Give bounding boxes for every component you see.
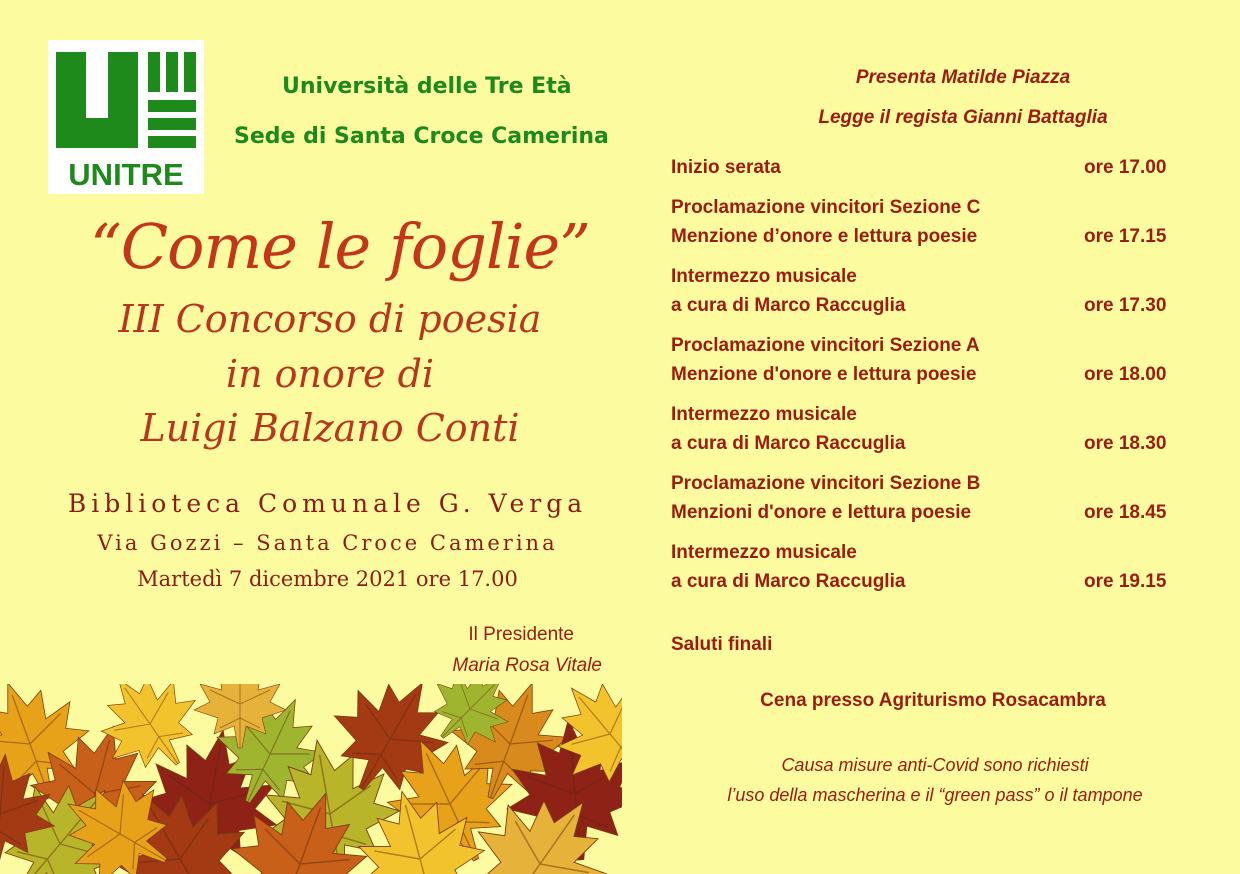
program-item — [671, 469, 1191, 527]
program-item-line: Intermezzo musicale — [671, 266, 857, 287]
event-subtitle-line: III Concorso di poesia — [118, 297, 542, 341]
program-item-time: ore 19.15 — [1084, 571, 1167, 592]
program-item-line: Intermezzo musicale — [671, 404, 857, 425]
program-item-line: Menzioni d'onore e lettura poesie — [671, 502, 972, 523]
host-reader: Legge il regista Gianni Battaglia — [818, 107, 1108, 128]
program-item-time: ore 17.00 — [1084, 157, 1167, 178]
logo-u-shape — [56, 52, 138, 148]
program-item — [671, 262, 1191, 320]
logo-stripe — [148, 118, 196, 130]
unitre-logo — [48, 40, 204, 194]
program-item-line: a cura di Marco Raccuglia — [671, 571, 906, 592]
host-presenter: Presenta Matilde Piazza — [855, 67, 1071, 88]
program-item-line: Menzione d’onore e lettura poesie — [671, 226, 978, 247]
event-subtitle-line: Luigi Balzano Conti — [140, 406, 520, 450]
program-schedule — [671, 153, 1191, 607]
program-item-line: a cura di Marco Raccuglia — [671, 433, 906, 454]
organization-name: Università delle Tre Età — [282, 74, 572, 99]
dinner-info: Cena presso Agriturismo Rosacambra — [760, 690, 1106, 711]
logo-stripe — [148, 136, 196, 148]
program-item-line: Menzione d'onore e lettura poesie — [671, 364, 977, 385]
president-title: Il Presidente — [468, 624, 574, 645]
closing-greetings: Saluti finali — [671, 634, 773, 655]
organization-branch: Sede di Santa Croce Camerina — [234, 124, 609, 149]
president-name: Maria Rosa Vitale — [452, 655, 602, 676]
venue-name: Biblioteca Comunale G. Verga — [67, 489, 588, 518]
logo-stripe — [148, 100, 196, 112]
logo-bar — [148, 52, 160, 92]
logo-bar — [166, 52, 178, 92]
unitre-logo-mark — [48, 40, 204, 194]
program-item-line: Inizio serata — [671, 157, 781, 178]
program-item-line: a cura di Marco Raccuglia — [671, 295, 906, 316]
program-item — [671, 400, 1191, 458]
event-subtitle-line: in onore di — [225, 352, 435, 396]
program-item-time: ore 17.30 — [1084, 295, 1167, 316]
program-item-time: ore 18.45 — [1084, 502, 1167, 523]
program-item — [671, 331, 1191, 389]
event-title: “Come le foglie” — [90, 210, 590, 283]
covid-notice-line: l’uso della mascherina e il “green pass” o il tampone — [727, 785, 1143, 805]
program-item-time: ore 18.30 — [1084, 433, 1167, 454]
logo-text: UNITRE — [68, 157, 184, 192]
venue-address: Via Gozzi – Santa Croce Camerina — [97, 531, 558, 555]
program-item-line: Proclamazione vincitori Sezione A — [671, 335, 980, 356]
program-item-time: ore 17.15 — [1084, 226, 1167, 247]
logo-bar — [184, 52, 196, 92]
autumn-leaves-illustration — [0, 684, 622, 874]
program-item — [671, 153, 1191, 182]
covid-notice-line: Causa misure anti-Covid sono richiesti — [781, 755, 1089, 775]
program-item-line: Intermezzo musicale — [671, 542, 857, 563]
program-item-line: Proclamazione vincitori Sezione C — [671, 197, 981, 218]
event-date: Martedì 7 dicembre 2021 ore 17.00 — [137, 567, 518, 591]
program-item-line: Proclamazione vincitori Sezione B — [671, 473, 981, 494]
program-item — [671, 538, 1191, 596]
program-item — [671, 193, 1191, 251]
program-item-time: ore 18.00 — [1084, 364, 1167, 385]
leaves-graphic — [0, 684, 622, 874]
